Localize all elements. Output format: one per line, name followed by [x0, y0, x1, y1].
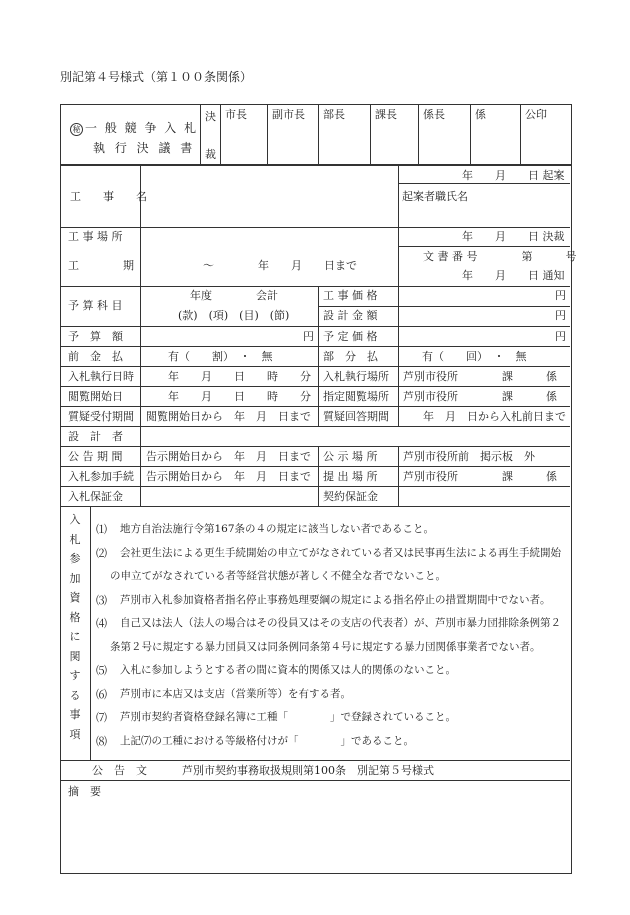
shikaku-item-number: ⑷ [96, 617, 107, 630]
tsuchi-date: 年 月 日 通知 [462, 269, 565, 282]
yosan-kamoku-line1: 年度 会計 [190, 289, 278, 302]
shikaku-item-text: 上記⑺の工種における等級格付けが「 」であること。 [120, 734, 414, 747]
shikaku-item-number: ⑺ [96, 711, 107, 724]
shitsugi-kaito-label: 質疑回答期間 [323, 410, 389, 423]
yosangaku-yen: 円 [303, 330, 314, 343]
koki-value: ～ 年 月 日まで [203, 259, 357, 272]
approver-seal: 公印 [525, 108, 547, 121]
yosan-kamoku-label: 予 算 科 目 [68, 299, 123, 312]
approver-dept-head: 部長 [323, 108, 345, 121]
shikaku-item-text: 地方自治法施行令第167条の４の規定に該当しない者であること。 [120, 523, 435, 535]
header-title-line2: 執 行 決 議 書 [93, 141, 196, 155]
koukoku-bun-value: 芦別市契約事務取扱規則第100条 別記第５号様式 [182, 764, 434, 777]
header-title-text1: 一 般 競 争 入 札 [85, 121, 199, 135]
maekin-label: 前 金 払 [68, 350, 123, 363]
sanka-tetsuzuki-value: 告示開始日から 年 月 日まで [146, 470, 311, 483]
shikaku-item-number: ⑴ [96, 523, 107, 536]
sanka-tetsuzuki-label: 入札参加手続 [68, 470, 134, 483]
approver-staff: 係 [475, 108, 486, 121]
shikaku-item-text: 芦別市入札参加資格者指名停止事務処理要綱の規定による指名停止の措置期間中でない者。 [120, 593, 551, 606]
shikaku-item-number: ⑶ [96, 593, 107, 607]
koji-basho-label: 工 事 場 所 [68, 230, 123, 243]
header-title-line1 [70, 122, 198, 136]
kessai-char-1: 決 [205, 110, 216, 123]
shikaku-item-number: ⑹ [96, 687, 107, 701]
etsuran-kaishi-label: 閲覧開始日 [68, 390, 123, 403]
shikaku-item-text: 自己又は法人（法人の場合はその役員又はその支店の代表者）が、芦別市暴力団排除条例第２ [120, 617, 561, 629]
koji-basho2-value: 芦別市役所前 掲示板 外 [403, 450, 535, 463]
shikaku-label-char: に [69, 630, 81, 643]
yotei-kakaku-yen: 円 [555, 330, 566, 343]
hoshokin-label: 入札保証金 [68, 490, 123, 503]
shikaku-item-number: ⑸ [96, 664, 107, 677]
maekin-value: 有（ 割） ・ 無 [168, 350, 273, 363]
keiyaku-hoshokin-label: 契約保証金 [323, 490, 378, 503]
shikaku-item-number: ⑻ [96, 734, 107, 748]
kian-date: 年 月 日 起案 [462, 169, 565, 182]
koji-kakaku-yen: 円 [555, 289, 566, 302]
teishutsu-basho-value: 芦別市役所 課 係 [403, 470, 557, 483]
bunsho-bango: 文 書 番 号 第 号 [423, 250, 577, 263]
kessai-char-2: 裁 [205, 148, 216, 161]
shikaku-item-text: の申立てがなされている者等経営状態が著しく不健全な者でないこと。 [110, 570, 446, 582]
nyusatsu-basho-value: 芦別市役所 課 係 [403, 370, 557, 383]
sekkei-kingaku-yen: 円 [555, 309, 566, 322]
bunkatsu-value: 有（ 回） ・ 無 [422, 350, 527, 363]
shitei-etsuran-value: 芦別市役所 課 係 [403, 390, 557, 403]
shikaku-label-char: 資 [69, 591, 81, 604]
shikaku-label-char: 関 [69, 649, 81, 663]
yotei-kakaku-label: 予 定 価 格 [323, 330, 378, 343]
shitei-etsuran-label: 指定閲覧場所 [323, 390, 389, 403]
yosan-kamoku-line2: (款) (項) (目) (節) [178, 309, 290, 322]
shikaku-label-char: 格 [69, 610, 81, 624]
shikaku-label-char: 項 [69, 727, 81, 741]
shikaku-item-text: 芦別市契約者資格登録名簿に工種「 」で登録されていること。 [120, 711, 456, 723]
nyusatsu-nichiji-value: 年 月 日 時 分 [168, 370, 311, 383]
approver-section-chief: 課長 [375, 108, 397, 121]
shikaku-label-char: す [69, 669, 81, 682]
shikaku-label-char: 参 [69, 552, 81, 565]
shitsugi-uketsuke-label: 質疑受付期間 [68, 410, 134, 423]
koukoku-kikan-value: 告示開始日から 年 月 日まで [146, 450, 311, 463]
shikaku-label-char: 加 [69, 571, 81, 585]
shikaku-item-text: 会社更生法による更生手続開始の申立てがなされている者又は民事再生法による再生手続開始 [120, 546, 561, 559]
koji-name-label: 工 事 名 [70, 190, 147, 203]
yosangaku-label: 予 算 額 [68, 330, 123, 343]
secret-mark-icon: 秘 [70, 123, 83, 136]
koki-label: 工 期 [68, 259, 134, 272]
shikaku-label-char: 入 [69, 513, 81, 526]
shikaku-item-text: 芦別市に本店又は支店（営業所等）を有する者。 [120, 687, 351, 700]
sekkeisha-label: 設 計 者 [68, 430, 123, 443]
koukoku-bun-label: 公 告 文 [92, 764, 147, 777]
sekkei-kingaku-label: 設 計 金 額 [323, 309, 378, 322]
shikaku-item-number: ⑵ [96, 546, 107, 560]
kiansha-label: 起案者職氏名 [402, 190, 468, 203]
shikaku-label-char: 事 [69, 708, 81, 721]
approver-vice-mayor: 副市長 [272, 108, 305, 121]
shikaku-label-char: る [69, 688, 81, 702]
tekiyo-label: 摘 要 [68, 785, 101, 798]
shitsugi-kaito-value: 年 月 日から入札前日まで [423, 410, 566, 423]
shikaku-label-char: 札 [69, 532, 81, 546]
teishutsu-basho-label: 提 出 場 所 [323, 470, 378, 483]
nyusatsu-nichiji-label: 入札執行日時 [68, 370, 134, 383]
nyusatsu-basho-label: 入札執行場所 [323, 370, 389, 383]
etsuran-kaishi-value: 年 月 日 時 分 [168, 390, 311, 403]
approver-mayor: 市長 [225, 108, 247, 121]
approver-subsection-chief: 係長 [423, 108, 445, 121]
bunkatsu-label: 部 分 払 [323, 350, 378, 363]
shitsugi-uketsuke-value: 閲覧開始日から 年 月 日まで [146, 410, 311, 423]
shikaku-item-text: 入札に参加しようとする者の間に資本的関係又は人的関係のないこと。 [120, 664, 456, 676]
kessai-date: 年 月 日 決裁 [462, 230, 565, 243]
koji-kakaku-label: 工 事 価 格 [323, 289, 378, 302]
koji-basho2-label: 公 示 場 所 [323, 450, 378, 463]
form-title: 別記第４号様式（第１００条関係） [60, 70, 253, 84]
koukoku-kikan-label: 公 告 期 間 [68, 450, 123, 463]
shikaku-item-text: 条第２号に規定する暴力団員又は同条例同条第４号に規定する暴力団関係事業者でない者。 [110, 640, 541, 653]
